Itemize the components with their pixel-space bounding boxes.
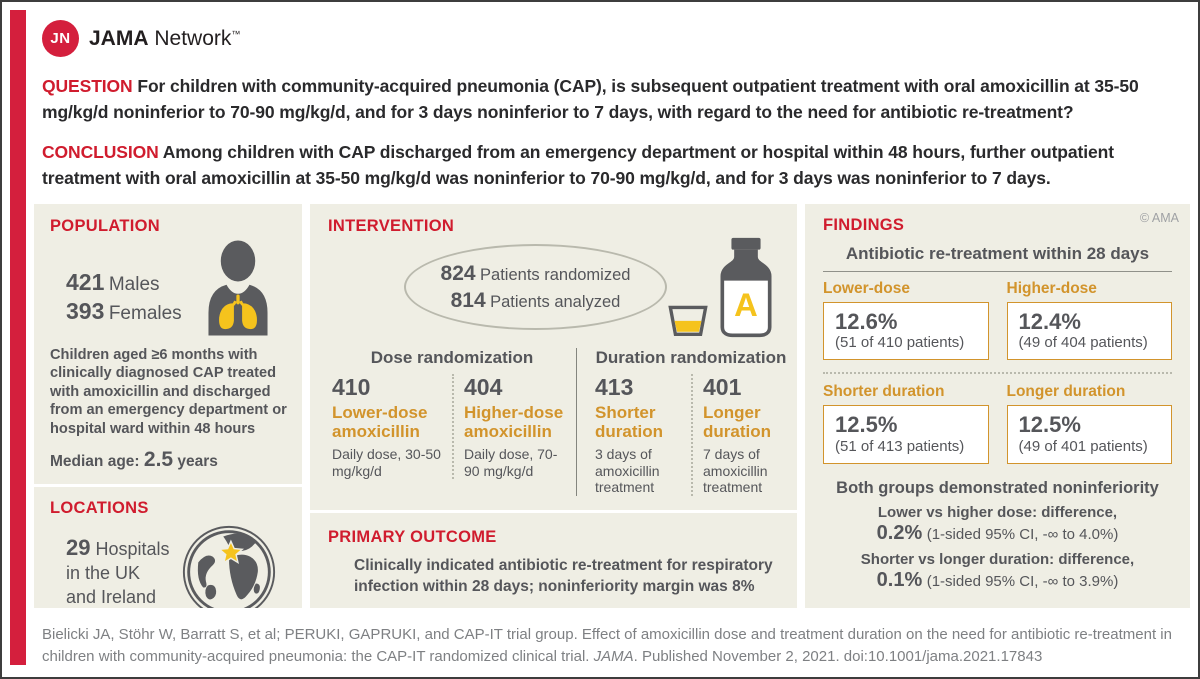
medicine-icons xyxy=(667,236,779,338)
lower-dose-result-label: Lower-dose xyxy=(823,280,910,297)
higher-dose-name: Higher-dose amoxicillin xyxy=(464,403,564,442)
lower-dose-detail: (51 of 410 patients) xyxy=(835,334,965,352)
longer-duration-detail: 7 days of amoxicillin treatment xyxy=(703,446,768,496)
noninferiority-statement: Both groups demonstrated noninferiority xyxy=(836,478,1159,497)
analyzed-count: 814 xyxy=(450,289,486,312)
higher-dose-detail: (49 of 404 patients) xyxy=(1018,334,1148,352)
conclusion-text: Among children with CAP discharged from an emergency department or hospital within 48 hours, further outpatient treatment with oral amoxicillin at 35-50 mg/kg/d was noninferior to 70-90 mg/kg/d, and for 3 days was noninferior to 7 days. xyxy=(42,141,1114,188)
higher-dose-n: 404 xyxy=(464,374,503,400)
findings-divider xyxy=(823,271,1172,272)
longer-duration-name: Longer duration xyxy=(703,403,771,442)
section-divider xyxy=(310,510,797,513)
population-description: Children aged ≥6 months with clinically diagnosed CAP treated with amoxicillin and discharged from an emergency department or hospital ward within 48 hours xyxy=(50,347,287,437)
citation-before-journal: Bielicki JA, Stöhr W, Barratt S, et al; PERUKI, GAPRUKI, and CAP-IT trial group. Effect of amoxicillin dose and treatment duration on the need for antibiotic re-treatment in children with community-acquired pneumonia: the CAP-IT randomized clinical trial. xyxy=(42,626,1172,665)
population-heading: POPULATION xyxy=(50,217,160,235)
ama-copyright: © AMA xyxy=(1139,211,1179,225)
intervention-panel xyxy=(310,204,797,608)
dose-difference-label: Lower vs higher dose: difference, xyxy=(877,503,1118,521)
jama-network-logo xyxy=(42,20,1190,57)
medicine-bottle-icon xyxy=(713,236,779,338)
lower-dose-name: Lower-dose amoxicillin xyxy=(332,403,428,442)
person-lungs-icon xyxy=(197,240,279,336)
analyzed-label: Patients analyzed xyxy=(490,293,621,311)
longer-duration-result-box xyxy=(1007,405,1173,463)
duration-difference-label: Shorter vs longer duration: difference, xyxy=(860,550,1135,568)
population-panel xyxy=(34,204,302,608)
shorter-duration-result-label: Shorter duration xyxy=(823,383,945,401)
shorter-duration-detail: 3 days of amoxicillin treatment xyxy=(595,446,660,496)
dose-results-row xyxy=(823,280,1172,360)
citation-after-journal: . Published November 2, 2021. doi:10.1001/jama.2021.17843 xyxy=(633,647,1043,665)
longer-duration-n: 401 xyxy=(703,374,742,400)
males-label: Males xyxy=(108,274,160,295)
duration-randomization-group xyxy=(576,348,791,496)
bottle-letter: A xyxy=(734,286,758,324)
patients-ellipse xyxy=(404,244,667,330)
locations-line3: and Ireland xyxy=(66,586,157,607)
brand-bold: JAMA xyxy=(89,26,149,50)
males-count-line xyxy=(66,268,182,297)
randomization-row xyxy=(328,348,787,496)
sex-counts xyxy=(66,268,182,336)
measuring-cup-icon xyxy=(667,302,709,338)
dose-difference-value: 0.2% xyxy=(876,521,923,544)
shorter-duration-pct: 12.5% xyxy=(835,412,898,438)
dose-randomization-group xyxy=(328,348,576,496)
population-row xyxy=(50,240,287,336)
hospitals-count: 29 xyxy=(66,534,91,560)
intervention-heading: INTERVENTION xyxy=(328,217,455,235)
females-count: 393 xyxy=(66,297,105,324)
females-count-line xyxy=(66,297,182,326)
dose-difference-ci: (1-sided 95% CI, -∞ to 4.0%) xyxy=(926,525,1119,543)
shorter-duration-name: Shorter duration xyxy=(595,403,663,442)
higher-dose-result-box xyxy=(1007,302,1173,360)
locations-row xyxy=(50,524,287,608)
longer-duration-result-label: Longer duration xyxy=(1006,383,1126,401)
longer-duration-arm xyxy=(691,374,791,496)
higher-dose-result xyxy=(1007,280,1173,360)
median-age-label: Median age: xyxy=(50,452,140,470)
question-label: QUESTION xyxy=(42,76,133,96)
hospitals-label: Hospitals xyxy=(95,538,170,559)
duration-difference-ci: (1-sided 95% CI, -∞ to 3.9%) xyxy=(926,572,1119,590)
lower-dose-detail: Daily dose, 30-50 mg/kg/d xyxy=(332,446,441,479)
intervention-top-row xyxy=(328,238,779,338)
globe-icon xyxy=(181,524,277,608)
findings-subtitle: Antibiotic re-treatment within 28 days xyxy=(845,244,1150,263)
locations-text xyxy=(66,534,170,608)
shorter-duration-result-box xyxy=(823,405,989,463)
findings-panel xyxy=(805,204,1190,608)
dose-randomization-title: Dose randomization xyxy=(370,348,534,367)
left-accent-stripe xyxy=(10,10,26,665)
median-age-value: 2.5 xyxy=(143,447,174,471)
duration-randomization-title: Duration randomization xyxy=(595,348,787,367)
lower-dose-result-box xyxy=(823,302,989,360)
duration-difference-value: 0.1% xyxy=(876,568,923,591)
lower-dose-pct: 12.6% xyxy=(835,309,898,334)
females-label: Females xyxy=(108,302,182,324)
conclusion-label: CONCLUSION xyxy=(42,141,159,162)
higher-dose-detail: Daily dose, 70-90 mg/kg/d xyxy=(464,446,558,479)
shorter-duration-detail: (51 of 413 patients) xyxy=(835,437,965,455)
hospitals-count-line xyxy=(66,534,170,563)
findings-heading: FINDINGS xyxy=(823,216,905,234)
question-paragraph xyxy=(42,73,1187,126)
lower-dose-result xyxy=(823,280,989,360)
longer-duration-detail: (49 of 401 patients) xyxy=(1018,437,1148,455)
question-text: For children with community-acquired pneumonia (CAP), is subsequent outpatient treatment with oral amoxicillin at 35-50 mg/kg/d noninferior to 70-90 mg/kg/d, and for 3 days noninferior to 7 days, with regard to the need for antibiotic re-treatment? xyxy=(42,76,1139,123)
conclusion-paragraph xyxy=(42,139,1187,192)
lower-dose-n: 410 xyxy=(332,374,371,400)
citation xyxy=(42,624,1177,668)
higher-dose-arm xyxy=(452,374,576,479)
citation-journal: JAMA xyxy=(593,647,634,665)
longer-duration-result xyxy=(1007,383,1173,463)
brand-regular: Network xyxy=(154,26,232,50)
randomized-label: Patients randomized xyxy=(480,265,631,284)
longer-duration-pct: 12.5% xyxy=(1018,412,1081,438)
shorter-duration-arm xyxy=(591,374,691,496)
section-divider xyxy=(34,484,302,487)
duration-results-row xyxy=(823,383,1172,463)
dose-difference-value-line xyxy=(823,522,1172,545)
jn-logo-icon: JN xyxy=(42,20,79,57)
dotted-divider xyxy=(823,372,1172,374)
shorter-duration-n: 413 xyxy=(595,374,634,400)
higher-dose-result-label: Higher-dose xyxy=(1006,280,1097,297)
lower-dose-arm xyxy=(328,374,452,479)
panels-row xyxy=(34,204,1190,608)
males-count: 421 xyxy=(66,269,105,295)
median-age-unit: years xyxy=(177,452,218,470)
locations-line2: in the UK xyxy=(66,563,141,584)
shorter-duration-result xyxy=(823,383,989,463)
primary-outcome-text: Clinically indicated antibiotic re-treatment for respiratory infection within 28 days; noninferiority margin was 8% xyxy=(354,556,773,595)
primary-outcome-heading: PRIMARY OUTCOME xyxy=(328,527,497,546)
analyzed-line xyxy=(451,287,621,314)
trademark-symbol: ™ xyxy=(231,28,241,39)
randomized-count: 824 xyxy=(440,261,476,285)
brand-name xyxy=(89,27,240,51)
higher-dose-pct: 12.4% xyxy=(1018,309,1081,334)
randomized-line xyxy=(441,260,631,287)
median-age xyxy=(50,448,287,472)
locations-heading: LOCATIONS xyxy=(50,498,149,517)
duration-difference-value-line xyxy=(823,569,1172,592)
